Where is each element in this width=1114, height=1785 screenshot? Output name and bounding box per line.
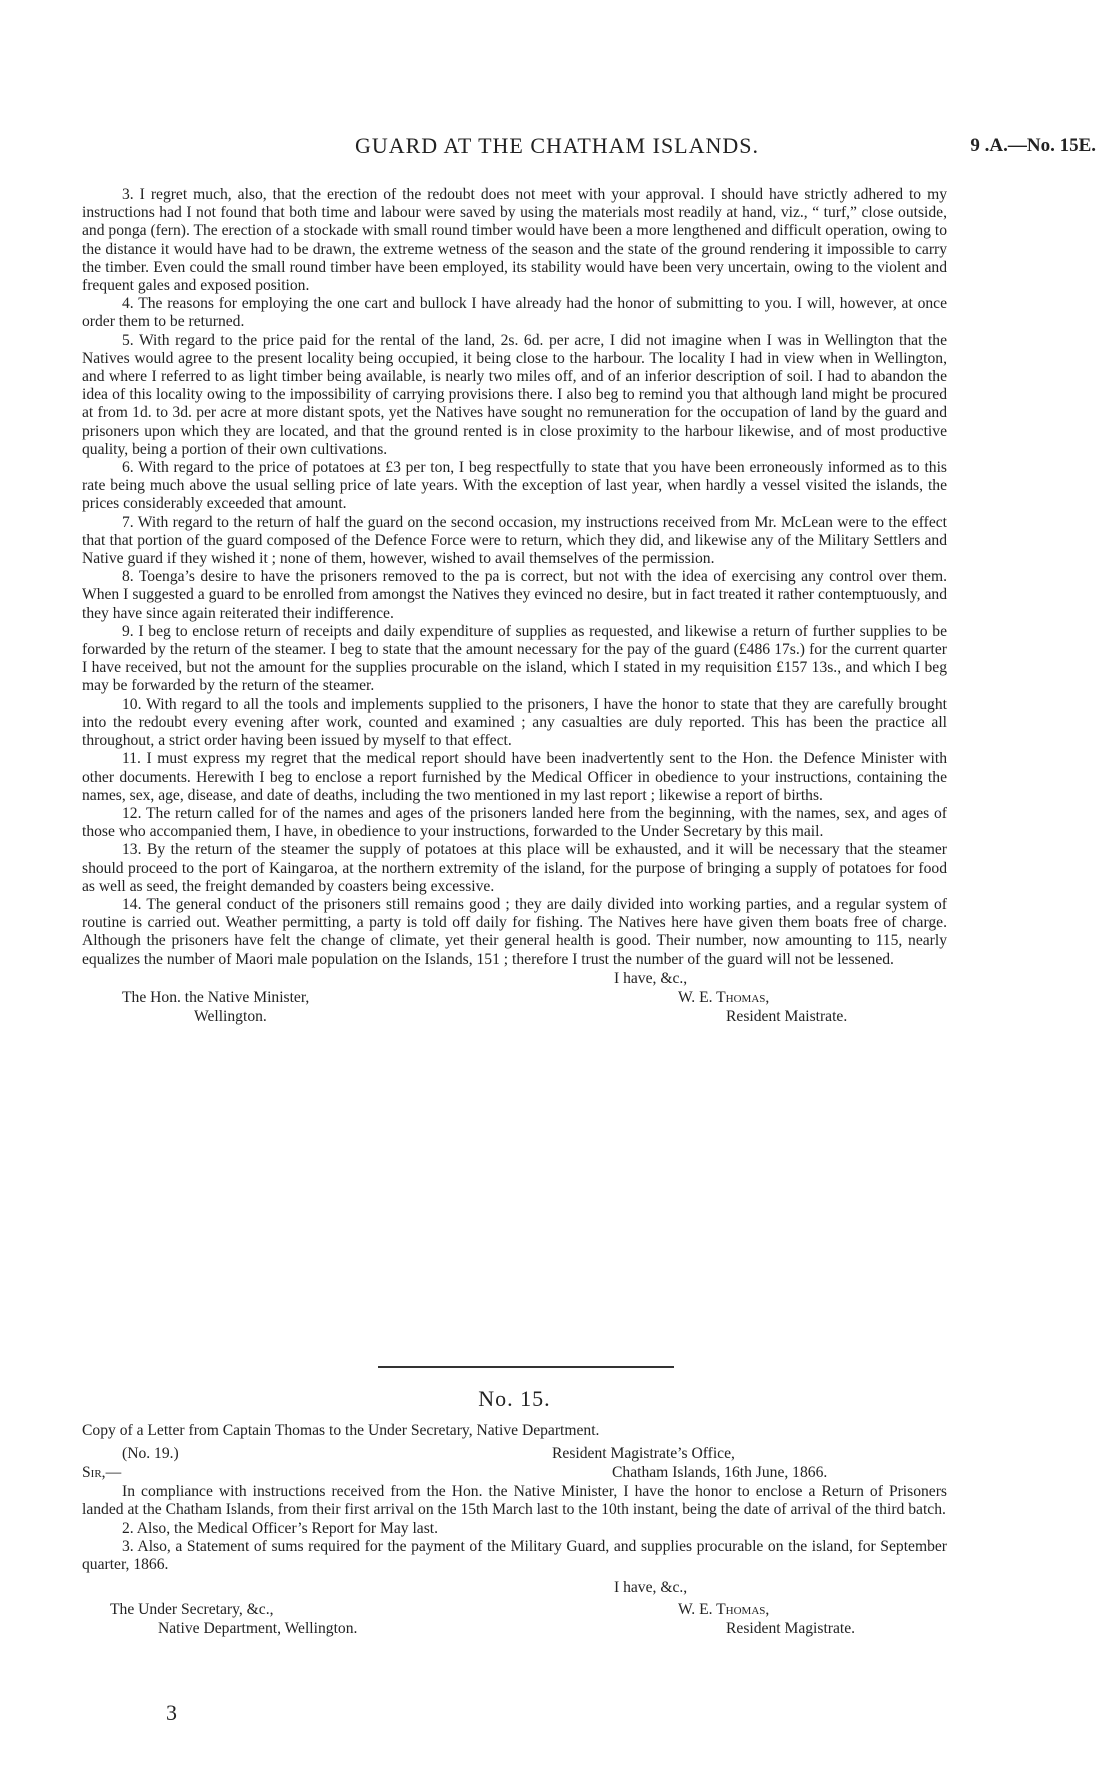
sec2-paragraph-1: In compliance with instructions received from the Hon. the Native Minister, I have the honor to enclose a Return of Prisoners landed at the Chatham Islands, from their first arrival on the 15th March last to the 10th instant, being the date of arrival of the third batch. xyxy=(82,1482,947,1519)
place-date: Chatham Islands, 16th June, 1866. xyxy=(612,1463,828,1481)
office-line: Resident Magistrate’s Office, xyxy=(552,1444,735,1462)
addressee-line-1: The Hon. the Native Minister, xyxy=(122,988,310,1006)
paragraph-3: 3. I regret much, also, that the erection of the redoubt does not meet with your approval. I should have strictly adhered to my instructions had I not found that both time and labour were saved by using the materials most readily at hand, viz., “ turf,” close outside, and ponga (fern). The erection of a stockade with small round timber would have been a more lengthened and difficult operation, owing to the distance it would have had to be drawn, the extreme wetness of the season and the state of the ground rendering it impossible to carry the timber. Even could the small round timber have been employed, its stability would have been very uncertain, owing to the violent and frequent gales and exposed position. xyxy=(82,186,947,295)
footer-number: 3 xyxy=(166,1700,177,1725)
sec2-signer-name: W. E. Thomas, xyxy=(678,1600,770,1618)
sec2-closing-ihave: I have, &c., xyxy=(614,1578,688,1596)
page-title: GUARD AT THE CHATHAM ISLANDS. xyxy=(354,133,760,158)
page-header xyxy=(0,133,1114,163)
addressee-line-2: Wellington. xyxy=(194,1007,267,1025)
sec2-signer-title: Resident Magistrate. xyxy=(726,1619,856,1637)
paragraph-13: 13. By the return of the steamer the supply of potatoes at this place will be exhausted, and it will be necessary that the steamer should proceed to the port of Kaingaroa, at the northern extremity of the island, for the purpose of bringing a supply of potatoes for food as well as seed, the freight demanded by coasters being excessive. xyxy=(82,841,947,895)
sec2-addressee-line-1: The Under Secretary, &c., xyxy=(110,1600,274,1618)
sec2-addressee-line-2: Native Department, Wellington. xyxy=(158,1619,358,1637)
section-divider xyxy=(378,1366,674,1368)
paragraph-5: 5. With regard to the price paid for the rental of the land, 2s. 6d. per acre, I did not imagine when I was in Wellington that the Natives would agree to the present locality being occupied, it being close to the harbour. The locality I had in view when in Wellington, and where I referred to as light timber being available, is nearly two miles off, and of an inferior description of soil. I had to abandon the idea of this locality owing to the impossibility of carrying provisions there. I also beg to remind you that although land might be procured at from 1d. to 3d. per acre at more distant spots, yet the Natives have sought no remuneration for the occupation of land by the guard and prisoners upon which they are located, and that the ground rented is in close proximity to the harbour likewise, and of most productive quality, being a portion of their own cultivations. xyxy=(82,331,947,458)
letter-closing xyxy=(82,969,947,1026)
paragraph-4: 4. The reasons for employing the one cart and bullock I have already had the honor of submitting to you. I will, however, at once order them to be returned. xyxy=(82,295,947,331)
letter-body xyxy=(82,186,947,1026)
paragraph-8: 8. Toenga’s desire to have the prisoners removed to the pa is correct, but not with the idea of exercising any control over them. When I suggested a guard to be enrolled from amongst the Natives they evinced no desire, but in fact treated it rather contemptuously, and they have since again reiterated their indifference. xyxy=(82,568,947,622)
copy-line: Copy of a Letter from Captain Thomas to the Under Secretary, Native Department. xyxy=(82,1422,600,1440)
reference-number: (No. 19.) xyxy=(122,1444,179,1462)
sec2-paragraph-2: 2. Also, the Medical Officer’s Report for May last. xyxy=(122,1519,438,1537)
paragraph-14: 14. The general conduct of the prisoners still remains good ; they are daily divided into working parties, and a regular system of routine is carried out. Weather permitting, a party is told off daily for fishing. The Natives here have given them boats free of charge. Although the prisoners have felt the change of climate, yet their general health is good. Their number, now amounting to 115, nearly equalizes the number of Maori male population on the Islands, 151 ; therefore I trust the number of the guard will not be lessened. xyxy=(82,895,947,968)
closing-ihave: I have, &c., xyxy=(614,969,688,987)
paragraph-6: 6. With regard to the price of potatoes at £3 per ton, I beg respectfully to state that you have been erroneously informed as to this rate being much above the usual selling price of late years. With the exception of last year, when hardly a vessel visited the islands, the prices considerably exceeded that amount. xyxy=(82,459,947,513)
paragraph-12: 12. The return called for of the names and ages of the prisoners landed here from the beginning, with the names, sex, and ages of those who accompanied them, I have, in obedience to your instructions, forwarded to the Under Secretary by this mail. xyxy=(82,804,947,841)
salutation: Sir,— xyxy=(82,1463,122,1481)
page-reference: 9 .A.—No. 15E. xyxy=(970,135,1096,156)
paragraph-9: 9. I beg to enclose return of receipts and daily expenditure of supplies as requested, and likewise a return of further supplies to be forwarded by the return of the steamer. I beg to state that the amount necessary for the pay of the guard (£486 17s.) for the current quarter I have received, but not the amount for the supplies procurable on the island, which I stated in my requisition £157 13s., and which I beg may be forwarded by the return of the steamer. xyxy=(82,622,947,695)
signer-title: Resident Maistrate. xyxy=(726,1007,848,1025)
signer-name: W. E. Thomas, xyxy=(678,988,770,1006)
paragraph-10: 10. With regard to all the tools and implements supplied to the prisoners, I have the honor to state that they are carefully brought into the redoubt every evening after work, counted and examined ; any casualties are duly reported. This has been the practice all throughout, a strict order having been issued by myself to that effect. xyxy=(82,695,947,750)
section-heading: No. 15. xyxy=(478,1386,551,1411)
letter-no-15 xyxy=(82,1386,947,1639)
paragraph-11: 11. I must express my regret that the medical report should have been inadvertently sent to the Hon. the Defence Minister with other documents. Herewith I beg to enclose a report furnished by the Medical Officer in obedience to your instructions, containing the names, sex, age, disease, and date of deaths, including the two mentioned in my last report ; likewise a report of births. xyxy=(82,750,947,804)
sec2-paragraph-3: 3. Also, a Statement of sums required for the payment of the Military Guard, and supplies procurable on the island, for September quarter, 1866. xyxy=(82,1538,947,1574)
paragraph-7: 7. With regard to the return of half the guard on the second occasion, my instructions received from Mr. McLean were to the effect that that portion of the guard composed of the Defence Force were to return, which they did, and likewise any of the Military Settlers and Native guard if they wished it ; none of them, however, wished to avail themselves of the permission. xyxy=(82,513,947,568)
